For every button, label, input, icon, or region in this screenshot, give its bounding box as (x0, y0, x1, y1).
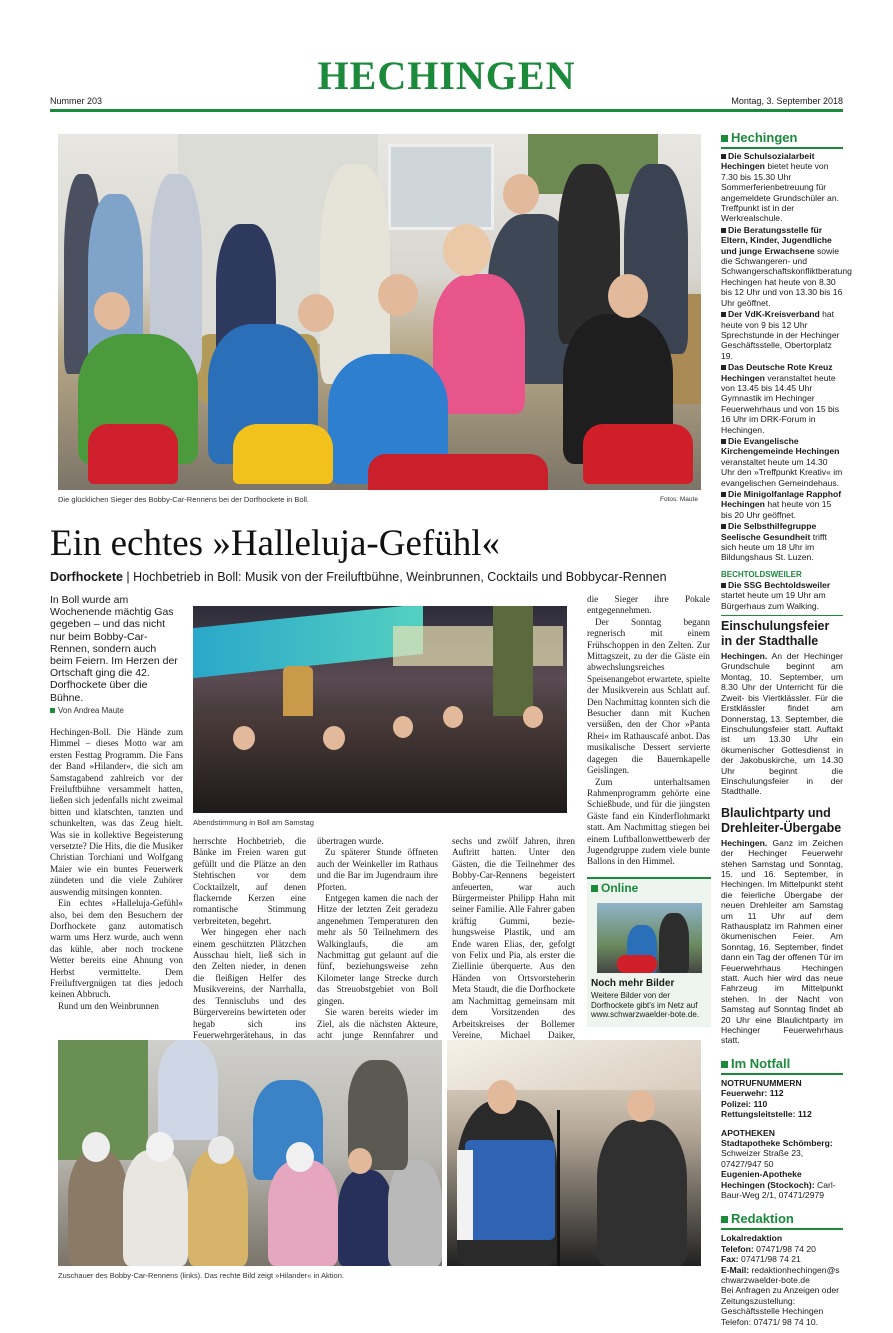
bullet-icon (721, 492, 726, 497)
notfall-line: Polizei: 110 (721, 1098, 768, 1109)
article-col3 (317, 836, 438, 1053)
col5-p1: die Sieger ihre Pokale entgegennehmen. (587, 594, 710, 616)
bullet-icon (721, 154, 726, 159)
article-col2 (193, 836, 306, 1064)
article-col4: sechs und zwölf Jahren, ihren Auftritt hatten. Unter den Gästen, die die Teilnehmer des Bobby-Car-Rennens begeistert anfeuerten, war auch Bürgermeister Philipp Hahn mit seiner Familie. Alle Fahrer gaben kräftig Gummi, bezie-hungsweise Plastik, und am Ende waren Elias, der, gefolgt von Felix und Pia, als erster die Ziellinie überquerte. Aus den Händen von Ortsvorsteherin Meta Staudt, die die Dorfhockete am Nachmittag gemeinsam mit dem Vorsitzenden des Arbeitskreises der Bollemer Vereine, Michael Daiker, (452, 836, 575, 1040)
online-thumbnail[interactable] (597, 903, 702, 973)
masthead: HECHINGEN (317, 53, 576, 98)
issue-number: Nummer 203 (50, 96, 103, 106)
sidebar-item: Das Deutsche Rote Kreuz Hechingen veranstaltet heute von 13.45 bis 14.45 Uhr Gymnastik im Hechinger Feuerwehrhaus und von 15 bis 16 Uhr im DRK-Forum in Hechingen. (721, 362, 840, 435)
apotheken-head: APOTHEKEN (721, 1127, 775, 1138)
col3-p1: übertragen wurde. (317, 836, 384, 846)
redaktion-line: Fax: 07471/98 74 21 (721, 1254, 801, 1265)
redaktion-lines (721, 1244, 843, 1286)
sidebar-item: Die Selbsthilfegruppe Seelische Gesundheit trifft sich heute um 18 Uhr im Bildungshaus St. Luzen. (721, 521, 827, 563)
band-photo (447, 1040, 701, 1266)
blaulicht-text: Hechingen. Ganz im Zeichen der Hechinger Feuerwehr stehen Samstag und Sonntag, 15. und 16. September, in Hechingen. Im Mittelpunkt steht die feierliche Übergabe der neuen Drehleiter am Samstag um 11 Uhr auf dem Rathausplatz im Rahmen einer ökumenischen Feier. Am Sonntag, 16. September, findet dann ein Tag der offenen Tür im Feuerwehrhaus Hechingen statt. Auch hier wird das neue Fahrzeug im Mittelpunkt stehen. In der Nacht von Samstag auf Sonntag findet ab 20 Uhr eine Blaulichtparty im Hechinger Feuerwehrhaus statt. (721, 837, 843, 1046)
col1-p2: Ein echtes »Halleluja-Gefühl« also, bei dem den Besuchern der Dorfhockete ganz automatisch warm ums Herz wurde, auch wenn das kühle, aber noch trockene Wetter bereits eine Ahnung von Herbst vermittelte. Dem Freiluftvergnügen tat dies jedoch keinen Abbruch. (50, 898, 183, 1000)
article-subline: Dorfhockete | Hochbetrieb in Boll: Musik von der Freiluftbühne, Weinbrunnen, Cocktails und Bobbycar-Rennen (50, 570, 667, 584)
redaktion-title: Redaktion (721, 1211, 843, 1226)
redaktion-tail: Bei Anfragen zu Anzeigen oder Zeitungszustellung: Geschäftsstelle Hechingen Telefon: 07471/ 98 74 10. (721, 1285, 840, 1327)
subline-text: Hochbetrieb in Boll: Musik von der Freiluftbühne, Weinbrunnen, Cocktails und Bobbycar-Rennen (133, 570, 667, 584)
evening-photo (193, 606, 567, 813)
col3-p3: Entgegen kamen die nach der Hitze der letzten Zeit geradezu angenehmen Temperaturen den mehr als 50 Teilnehmern des Walkinglaufs, die am Nachmittag gut gelaunt auf die fünf, beziehungsweise zehn Kilometer lange Strecke durch das Streuobstgebiet von Boll gingen. (317, 893, 438, 1006)
header-rule (50, 109, 843, 112)
online-text: Weitere Bilder von der Dorfhockete gibt's im Netz auf www.schwarzwaelder-bote.de. (591, 991, 700, 1020)
online-title: Online (587, 879, 711, 897)
notfall-line: Rettungsleitstelle: 112 (721, 1109, 812, 1120)
evening-photo-caption: Abendstimmung in Boll am Samstag (193, 818, 314, 827)
col2-p1: herrschte Hochbetrieb, die Bänke im Freien waren gut gefüllt und die Plätze an den Stehtischen vor dem Cocktailzelt, auf denen flackernde Kerzen eine romantische Stimmung verbreiteten, begehrt. (193, 836, 306, 926)
sidebar-item: Der VdK-Kreisverband hat heute von 9 bis 12 Uhr Sprechstunde in der Hechinger Geschäftsstelle, Obertorplatz 19. (721, 309, 840, 361)
notfall-title: Im Notfall (721, 1056, 843, 1071)
col3-p4: Sie waren bereits wieder im Ziel, als die nächsten Akteure, acht junge Rennfahrer und (317, 1007, 438, 1040)
sidebar-items-list (721, 151, 852, 563)
sidebar-item: Die Beratungsstelle für Eltern, Kinder, Jugendliche und junge Erwachsene sowie die Schwangeren- und Schwangerschaftskonfliktberatung Hechingen hat heute von 8.30 bis 12 Uhr und von 13.30 bis 16 Uhr geöffnet. (721, 224, 852, 308)
notfall-line: Feuerwehr: 112 (721, 1088, 784, 1099)
sidebar-item: Die Schulsozialarbeit Hechingen bietet heute von 7.30 bis 15.30 Uhr Sommerferienbetreuung für angemeldete Grundschüler an. Treffpunkt ist in der Werkrealschule. (721, 151, 840, 224)
article-col5 (587, 594, 710, 868)
online-box (587, 877, 711, 1027)
photo-credit: Fotos: Maute (660, 496, 698, 503)
bullet-icon (721, 524, 726, 529)
col5-p3: Zum unterhaltsamen Rahmenprogramm gehörte eine Schießbude, und für die jüngsten Gäste fand ein Kinderflohmarkt statt. Am Nachmittag stiegen bei einem Luftballonwettbewerb der Jugendgruppe zudem viele bunte Ballons in den Himmel. (587, 776, 710, 867)
bullet-icon (721, 312, 726, 317)
notfall-lines (721, 1088, 843, 1119)
col3-p2: Zu späterer Stunde öffneten auch der Weinkeller im Rathaus und die Bar im Jugendraum ihre Pforten. (317, 847, 438, 892)
article-headline: Ein echtes »Halleluja-Gefühl« (50, 523, 500, 564)
bechtoldsweiler-item: Die SSG Bechtoldsweiler startet heute um 19 Uhr am Bürgerhaus zum Walking. (721, 579, 831, 611)
col1-p1: Hechingen-Boll. Die Hände zum Himmel – dieses Motto war am ersten Festtag Programm. Die Fans der Band »Hilander«, die sich am Samstagabend zahlreich vor der Freiluftbühne versammelt hatten, ließen sich jedenfalls nicht zweimal bitten und klatschten, tanzten und schunkelten, was das Zeug hielt. Was sie in kollektive Begeisterung versetzte? Die Hits, die die Musiker Christian Torchiani und Wolfgang Maier wie ein buntes Feuerwerk zündeten und die viele Zuhörer auswendig mitsingen konnten. (50, 727, 183, 897)
redaktion-head: Lokalredaktion (721, 1233, 783, 1244)
spectators-photo (58, 1040, 442, 1266)
col5-p2: Der Sonntag begann regnerisch mit einem Frühschoppen in den Zelten. Zur Mittagszeit, zu der die Gäste ein abwechslungsreiches Speisenangebot erwartete, spielte der Musikverein aus Schlatt auf. Den Nachmittag konnten sich die Besucher dann mit Kuchen versüßen, den der Chor »Panta Rhei« im Rathauscafé anbot. Das musikalische Dessert servierte dagegen die Bauernkapelle Geislingen. (587, 616, 710, 776)
redaktion-line: E-Mail: redaktionhechingen@schwarzwaelder-bote.de (721, 1264, 840, 1285)
article-intro: In Boll wurde am Wochenende mächtig Gas gegeben – und das nicht nur beim Bobby-Car-Rennen, sondern auch beim Feiern. Im Herzen der Ortschaft ging die 42. Dorfhockete über die Bühne. (50, 594, 178, 704)
top-photo (58, 134, 701, 490)
byline: Von Andrea Maute (50, 706, 124, 715)
redaktion-line: Telefon: 07471/98 74 20 (721, 1243, 816, 1254)
issue-date: Montag, 3. September 2018 (731, 96, 843, 106)
sidebar (721, 130, 852, 1327)
sidebar-item: Die Minigolfanlage Rapphof Hechingen hat heute von 15 bis 20 Uhr geöffnet. (721, 489, 842, 520)
apotheke-1: Stadtapotheke Schömberg: Schweizer Straße 23, 07427/947 50 (721, 1137, 833, 1169)
sidebar-item: Die Evangelische Kirchengemeinde Hechingen veranstaltet heute um 14.30 Uhr den »Treffpunkt Kreativ« im evangelischen Gemeindehaus. (721, 435, 843, 488)
sidebar-hechingen-title: Hechingen (721, 130, 843, 145)
col2-p2: Wer hingegen eher nach einem geschützten Plätzchen Ausschau hielt, ließ sich in den Zelten nieder, in denen die fleißigen Helfer des Musikvereins, der Narrhalla, des Tennisclubs und des Bürgervereins bewirteten oder hegab sich ins Feuerwehrgerätehaus, in das (193, 927, 306, 1040)
bullet-icon (721, 365, 726, 370)
kicker: Dorfhockete (50, 570, 123, 584)
bullet-icon (721, 439, 726, 444)
article-col1 (50, 727, 183, 1012)
bullet-icon (721, 228, 726, 233)
einschulung-title: Einschulungsfeier in der Stadthalle (721, 619, 830, 649)
col1-subhead: Rund um den Weinbrunnen (58, 1000, 159, 1011)
blaulicht-title: Blaulichtparty und Drehleiter-Übergabe (721, 805, 842, 835)
online-heading: Noch mehr Bilder (591, 978, 675, 989)
apotheke-2: Eugenien-Apotheke Hechingen (Stockoch): Carl-Baur-Weg 2/1, 07471/2979 (721, 1169, 836, 1200)
bottom-caption: Zuschauer des Bobby-Car-Rennens (links). Das rechte Bild zeigt »Hilander« in Aktion. (58, 1271, 344, 1280)
einschulung-text: Hechingen. An der Hechinger Grundschule beginnt am Montag, 10. September, um 8.30 Uhr der Unterricht für die Zweit- bis Viertklässler. Für die Erstklässler findet am Donnerstag, 13. September, die Einschulungsfeier statt. Auftakt ist um 13.30 Uhr ein ökumenischer Gottesdienst in der Jakobuskirche, um 14.30 Uhr beginnt die Einschulungsfeier in der Stadthalle. (721, 651, 843, 797)
notfall-head: NOTRUFNUMMERN (721, 1077, 802, 1088)
bechtoldsweiler-label: BECHTOLDSWEILER (721, 569, 802, 579)
top-photo-caption: Die glücklichen Sieger des Bobby-Car-Rennens bei der Dorfhockete in Boll. (58, 495, 309, 504)
